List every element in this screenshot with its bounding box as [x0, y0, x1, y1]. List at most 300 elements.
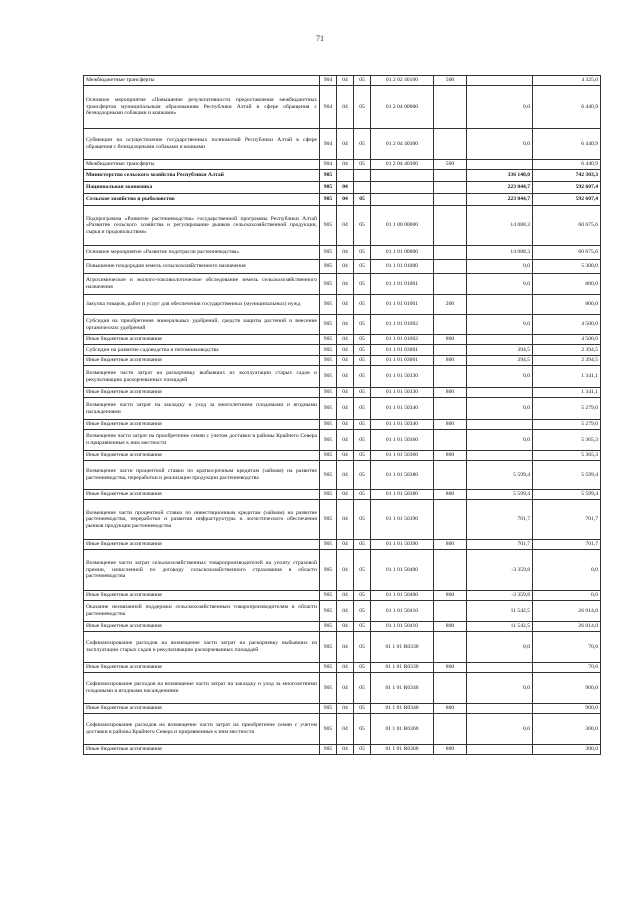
ministry-code-cell: 905: [320, 345, 337, 356]
row-name-cell: Иные бюджетные ассигнования: [84, 745, 320, 755]
amount-change-cell: 0,0: [467, 673, 533, 704]
table-row: [84, 86, 601, 129]
amount-change-cell: 701,7: [467, 500, 533, 540]
row-name-cell: Иные бюджетные ассигнования: [84, 490, 320, 500]
amount-change-cell: [467, 76, 533, 86]
row-name-cell: Сельское хозяйство и рыболовство: [84, 194, 320, 206]
amount-total-cell: 6 440,9: [533, 86, 601, 129]
amount-change-cell: [467, 663, 533, 673]
target-article-cell: 01 2 04 40300: [371, 129, 434, 160]
ministry-code-cell: 905: [320, 704, 337, 714]
amount-change-cell: 0,0: [467, 129, 533, 160]
expense-type-cell: 200: [434, 295, 467, 315]
row-name-cell: Иные бюджетные ассигнования: [84, 451, 320, 461]
row-name-cell: Национальная экономика: [84, 182, 320, 194]
amount-total-cell: 300,0: [533, 745, 601, 755]
subsection-code-cell: 05: [354, 160, 371, 170]
table-row: [84, 366, 601, 388]
section-code-cell: 04: [337, 246, 354, 260]
row-name-cell: Оказание несвязанной поддержки сельскохозяйственным товаропроизводителям в области растениеводства: [84, 601, 320, 622]
target-article-cell: 01 1 01 R0340: [371, 673, 434, 704]
amount-change-cell: [467, 745, 533, 755]
amount-change-cell: -3 359,8: [467, 550, 533, 591]
section-code-cell: 04: [337, 76, 354, 86]
subsection-code-cell: 05: [354, 430, 371, 451]
subsection-code-cell: 05: [354, 540, 371, 550]
section-code-cell: 04: [337, 745, 354, 755]
subsection-code-cell: 05: [354, 345, 371, 356]
section-code-cell: 04: [337, 663, 354, 673]
amount-total-cell: 70,6: [533, 663, 601, 673]
ministry-code-cell: 905: [320, 388, 337, 398]
amount-total-cell: 5 279,0: [533, 398, 601, 420]
table-row: [84, 246, 601, 260]
subsection-code-cell: 05: [354, 622, 371, 632]
target-article-cell: 01 1 00 00000: [371, 206, 434, 246]
expense-type-cell: [434, 430, 467, 451]
subsection-code-cell: 05: [354, 388, 371, 398]
table-row: [84, 206, 601, 246]
expense-type-cell: [434, 129, 467, 160]
amount-total-cell: 900,0: [533, 673, 601, 704]
section-code-cell: 04: [337, 430, 354, 451]
subsection-code-cell: 05: [354, 550, 371, 591]
amount-change-cell: 223 044,7: [467, 194, 533, 206]
ministry-code-cell: 904: [320, 129, 337, 160]
subsection-code-cell: 05: [354, 86, 371, 129]
table-row: [84, 461, 601, 490]
ministry-code-cell: 905: [320, 490, 337, 500]
section-code-cell: 04: [337, 260, 354, 274]
amount-total-cell: 592 607,4: [533, 182, 601, 194]
amount-change-cell: 14 088,3: [467, 246, 533, 260]
target-article-cell: 01 1 01 50390: [371, 500, 434, 540]
table-row: [84, 274, 601, 295]
amount-total-cell: 70,6: [533, 632, 601, 663]
amount-change-cell: 11 542,5: [467, 601, 533, 622]
ministry-code-cell: 905: [320, 591, 337, 601]
row-name-cell: Субвенции на осуществление государственных полномочий Республики Алтай в сфере обращения с безнадзорными собаками и кошками: [84, 129, 320, 160]
amount-change-cell: 0,0: [467, 86, 533, 129]
amount-total-cell: 0,0: [533, 591, 601, 601]
expense-type-cell: [434, 246, 467, 260]
amount-total-cell: 5 599,4: [533, 490, 601, 500]
ministry-code-cell: 905: [320, 315, 337, 335]
row-name-cell: Министерство сельского хозяйства Республики Алтай: [84, 170, 320, 182]
amount-total-cell: 0,0: [533, 550, 601, 591]
target-article-cell: 01 1 01 50410: [371, 601, 434, 622]
amount-total-cell: 300,0: [533, 714, 601, 745]
target-article-cell: 01 1 01 03001: [371, 345, 434, 356]
row-name-cell: Субсидии на развитие садоводства и питомниководства: [84, 345, 320, 356]
row-name-cell: Субсидия на приобретение минеральных удобрений, средств защиты растений и внесение органических удобрений: [84, 315, 320, 335]
expense-type-cell: 800: [434, 420, 467, 430]
amount-change-cell: [467, 704, 533, 714]
target-article-cell: [371, 170, 434, 182]
ministry-code-cell: 905: [320, 622, 337, 632]
row-name-cell: Подпрограмма «Развитие растениеводства» государственной программы Республики Алтай «Развитие сельского хозяйства и регулирование рынков сельскохозяйственной продукции, сырья и продовольствия»: [84, 206, 320, 246]
amount-total-cell: 701,7: [533, 500, 601, 540]
ministry-code-cell: 904: [320, 160, 337, 170]
amount-total-cell: 5 279,0: [533, 420, 601, 430]
amount-change-cell: [467, 420, 533, 430]
row-name-cell: Основное мероприятие «Развитие подотрасли растениеводства»: [84, 246, 320, 260]
ministry-code-cell: 905: [320, 366, 337, 388]
ministry-code-cell: 905: [320, 246, 337, 260]
expense-type-cell: [434, 206, 467, 246]
section-code-cell: 04: [337, 315, 354, 335]
section-code-cell: 04: [337, 540, 354, 550]
expense-type-cell: [434, 500, 467, 540]
amount-total-cell: 1 341,1: [533, 388, 601, 398]
row-name-cell: Возмещение части затрат на раскорчевку выбывших из эксплуатации старых садов и рекультивацию раскорчеванных площадей: [84, 366, 320, 388]
target-article-cell: 01 1 01 50410: [371, 622, 434, 632]
expense-type-cell: [434, 714, 467, 745]
section-code-cell: 04: [337, 345, 354, 356]
row-name-cell: Возмещение части процентной ставки по краткосрочным кредитам (займам) на развитие растениеводства, переработки и реализации продукции растениеводства: [84, 461, 320, 490]
table-row: [84, 315, 601, 335]
target-article-cell: 01 1 01 R0360: [371, 714, 434, 745]
ministry-code-cell: 905: [320, 206, 337, 246]
amount-change-cell: -3 359,8: [467, 591, 533, 601]
section-code-cell: 04: [337, 295, 354, 315]
section-code-cell: 04: [337, 591, 354, 601]
amount-total-cell: 5 300,0: [533, 260, 601, 274]
amount-change-cell: 5 599,4: [467, 461, 533, 490]
section-code-cell: 04: [337, 420, 354, 430]
expense-type-cell: 500: [434, 160, 467, 170]
row-name-cell: Иные бюджетные ассигнования: [84, 356, 320, 366]
table-row: [84, 335, 601, 345]
row-name-cell: Софинансирование расходов на возмещение части затрат на приобретение семян с учетом доставки в районы Крайнего Севера и приравненные к ним местности: [84, 714, 320, 745]
amount-change-cell: [467, 335, 533, 345]
amount-change-cell: 0,0: [467, 274, 533, 295]
table-row: [84, 76, 601, 86]
expense-type-cell: 800: [434, 745, 467, 755]
amount-change-cell: 701,7: [467, 540, 533, 550]
amount-total-cell: 742 303,3: [533, 170, 601, 182]
table-row: [84, 673, 601, 704]
table-row: [84, 260, 601, 274]
target-article-cell: 01 1 01 R0330: [371, 663, 434, 673]
target-article-cell: 01 1 01 50400: [371, 591, 434, 601]
amount-change-cell: 394,5: [467, 345, 533, 356]
expense-type-cell: 800: [434, 356, 467, 366]
amount-total-cell: 2 394,5: [533, 345, 601, 356]
row-name-cell: Закупка товаров, работ и услуг для обеспечения государственных (муниципальных) нужд: [84, 295, 320, 315]
subsection-code-cell: [354, 182, 371, 194]
table-row: [84, 160, 601, 170]
expense-type-cell: [434, 550, 467, 591]
subsection-code-cell: 05: [354, 663, 371, 673]
section-code-cell: 04: [337, 356, 354, 366]
section-code-cell: 04: [337, 673, 354, 704]
expense-type-cell: [434, 274, 467, 295]
amount-change-cell: 0,0: [467, 315, 533, 335]
subsection-code-cell: 05: [354, 260, 371, 274]
section-code-cell: 04: [337, 490, 354, 500]
section-code-cell: 04: [337, 461, 354, 490]
section-code-cell: 04: [337, 500, 354, 540]
target-article-cell: 01 1 01 50340: [371, 398, 434, 420]
expense-type-cell: [434, 632, 467, 663]
amount-change-cell: 336 148,0: [467, 170, 533, 182]
amount-total-cell: 4 500,0: [533, 315, 601, 335]
expense-type-cell: [434, 398, 467, 420]
target-article-cell: 01 1 01 R0360: [371, 745, 434, 755]
expense-type-cell: 800: [434, 451, 467, 461]
amount-change-cell: 0,0: [467, 714, 533, 745]
table-row: [84, 714, 601, 745]
row-name-cell: Софинансирование расходов на возмещение части затрат на раскорчевку выбывших из эксплуатации старых садов и рекультивацию раскорчеванных площадей: [84, 632, 320, 663]
expense-type-cell: [434, 366, 467, 388]
target-article-cell: 01 1 01 R0330: [371, 632, 434, 663]
expense-type-cell: 800: [434, 622, 467, 632]
ministry-code-cell: 905: [320, 540, 337, 550]
expense-type-cell: [434, 345, 467, 356]
expense-type-cell: 800: [434, 704, 467, 714]
row-name-cell: Иные бюджетные ассигнования: [84, 663, 320, 673]
section-code-cell: 04: [337, 335, 354, 345]
section-code-cell: 04: [337, 274, 354, 295]
table-row: [84, 663, 601, 673]
row-name-cell: Повышение плодородия земель сельскохозяйственного назначения: [84, 260, 320, 274]
table-row: [84, 451, 601, 461]
expense-type-cell: 800: [434, 540, 467, 550]
amount-total-cell: 1 341,1: [533, 366, 601, 388]
amount-change-cell: [467, 451, 533, 461]
target-article-cell: 01 1 01 01002: [371, 335, 434, 345]
amount-total-cell: 26 014,0: [533, 622, 601, 632]
ministry-code-cell: 905: [320, 461, 337, 490]
table-row: [84, 632, 601, 663]
amount-total-cell: 701,7: [533, 540, 601, 550]
amount-change-cell: 0,0: [467, 398, 533, 420]
expense-type-cell: [434, 315, 467, 335]
amount-change-cell: 14 088,3: [467, 206, 533, 246]
subsection-code-cell: 05: [354, 420, 371, 430]
expense-type-cell: [434, 260, 467, 274]
subsection-code-cell: 05: [354, 673, 371, 704]
expense-type-cell: 800: [434, 388, 467, 398]
target-article-cell: 01 1 01 01002: [371, 315, 434, 335]
amount-change-cell: 0,0: [467, 632, 533, 663]
target-article-cell: 01 1 01 50390: [371, 540, 434, 550]
section-code-cell: 04: [337, 601, 354, 622]
amount-total-cell: 60 675,6: [533, 206, 601, 246]
ministry-code-cell: 905: [320, 500, 337, 540]
ministry-code-cell: 905: [320, 194, 337, 206]
subsection-code-cell: [354, 170, 371, 182]
row-name-cell: Возмещение части затрат сельскохозяйственных товаропроизводителей на уплату страховой премии, начисленной по договору сельскохозяйственного страхования в области растениеводства: [84, 550, 320, 591]
subsection-code-cell: 05: [354, 745, 371, 755]
target-article-cell: [371, 182, 434, 194]
target-article-cell: 01 1 01 50360: [371, 451, 434, 461]
ministry-code-cell: 905: [320, 295, 337, 315]
ministry-code-cell: 905: [320, 356, 337, 366]
table-row: [84, 295, 601, 315]
row-name-cell: Межбюджетные трансферты: [84, 160, 320, 170]
expense-type-cell: [434, 182, 467, 194]
target-article-cell: 01 2 04 40300: [371, 160, 434, 170]
target-article-cell: 01 1 01 00000: [371, 246, 434, 260]
amount-change-cell: 0,0: [467, 366, 533, 388]
section-code-cell: 04: [337, 622, 354, 632]
section-code-cell: 04: [337, 366, 354, 388]
ministry-code-cell: 905: [320, 601, 337, 622]
table-row: [84, 622, 601, 632]
amount-change-cell: 394,5: [467, 356, 533, 366]
subsection-code-cell: 05: [354, 500, 371, 540]
table-row: [84, 601, 601, 622]
ministry-code-cell: 905: [320, 170, 337, 182]
row-name-cell: Возмещение части процентной ставки по инвестиционным кредитам (займам) на развитие растениеводства, переработки и развития инфраструктуры и логистического обеспечения рынков продукции растениеводства: [84, 500, 320, 540]
table-row: [84, 170, 601, 182]
table-body: [84, 76, 601, 755]
budget-table: [83, 75, 601, 755]
table-row: [84, 540, 601, 550]
section-code-cell: 04: [337, 129, 354, 160]
subsection-code-cell: 05: [354, 356, 371, 366]
section-code-cell: 04: [337, 160, 354, 170]
subsection-code-cell: 05: [354, 714, 371, 745]
subsection-code-cell: 05: [354, 315, 371, 335]
subsection-code-cell: 05: [354, 490, 371, 500]
ministry-code-cell: 905: [320, 745, 337, 755]
target-article-cell: 01 1 01 50380: [371, 490, 434, 500]
ministry-code-cell: 904: [320, 76, 337, 86]
row-name-cell: Межбюджетные трансферты: [84, 76, 320, 86]
table-row: [84, 550, 601, 591]
table-row: [84, 345, 601, 356]
expense-type-cell: [434, 86, 467, 129]
subsection-code-cell: 05: [354, 461, 371, 490]
subsection-code-cell: 05: [354, 601, 371, 622]
amount-total-cell: 5 365,3: [533, 451, 601, 461]
table-row: [84, 591, 601, 601]
section-code-cell: 04: [337, 86, 354, 129]
table-row: [84, 182, 601, 194]
section-code-cell: 04: [337, 714, 354, 745]
expense-type-cell: 800: [434, 490, 467, 500]
row-name-cell: Иные бюджетные ассигнования: [84, 420, 320, 430]
section-code-cell: 04: [337, 206, 354, 246]
ministry-code-cell: 905: [320, 430, 337, 451]
amount-total-cell: 4 325,0: [533, 76, 601, 86]
expense-type-cell: [434, 601, 467, 622]
ministry-code-cell: 905: [320, 451, 337, 461]
section-code-cell: 04: [337, 182, 354, 194]
expense-type-cell: 500: [434, 76, 467, 86]
subsection-code-cell: 05: [354, 295, 371, 315]
target-article-cell: 01 1 01 50330: [371, 366, 434, 388]
expense-type-cell: [434, 170, 467, 182]
table-row: [84, 420, 601, 430]
table-row: [84, 704, 601, 714]
row-name-cell: Возмещение части затрат на закладку и уход за многолетними плодовыми и ягодными насаждениями: [84, 398, 320, 420]
subsection-code-cell: 05: [354, 451, 371, 461]
target-article-cell: 01 1 01 50380: [371, 461, 434, 490]
table-row: [84, 500, 601, 540]
ministry-code-cell: 905: [320, 335, 337, 345]
amount-change-cell: 11 542,5: [467, 622, 533, 632]
row-name-cell: Возмещение части затрат на приобретение семян с учетом доставки в районы Крайнего Севера и приравненные к ним местности: [84, 430, 320, 451]
section-code-cell: 04: [337, 398, 354, 420]
subsection-code-cell: 05: [354, 194, 371, 206]
table-row: [84, 745, 601, 755]
row-name-cell: Иные бюджетные ассигнования: [84, 622, 320, 632]
amount-change-cell: 0,0: [467, 430, 533, 451]
subsection-code-cell: 05: [354, 704, 371, 714]
ministry-code-cell: 905: [320, 182, 337, 194]
page-number: 71: [316, 34, 324, 43]
row-name-cell: Софинансирование расходов на возмещение части затрат на закладку и уход за многолетними плодовыми и ягодными насаждениями: [84, 673, 320, 704]
target-article-cell: 01 1 01 R0340: [371, 704, 434, 714]
target-article-cell: 01 1 01 01001: [371, 274, 434, 295]
amount-change-cell: [467, 388, 533, 398]
ministry-code-cell: 904: [320, 86, 337, 129]
expense-type-cell: [434, 194, 467, 206]
amount-total-cell: 60 675,6: [533, 246, 601, 260]
target-article-cell: 01 2 02 40100: [371, 76, 434, 86]
ministry-code-cell: 905: [320, 714, 337, 745]
row-name-cell: Иные бюджетные ассигнования: [84, 704, 320, 714]
ministry-code-cell: 905: [320, 663, 337, 673]
target-article-cell: 01 2 04 00000: [371, 86, 434, 129]
ministry-code-cell: 905: [320, 673, 337, 704]
table-row: [84, 194, 601, 206]
amount-total-cell: 5 365,3: [533, 430, 601, 451]
expense-type-cell: [434, 461, 467, 490]
expense-type-cell: 800: [434, 335, 467, 345]
table-row: [84, 388, 601, 398]
row-name-cell: Агрохимическое и эколого-токсикологическое обследование земель сельскохозяйственного назначения: [84, 274, 320, 295]
row-name-cell: Иные бюджетные ассигнования: [84, 388, 320, 398]
section-code-cell: [337, 170, 354, 182]
target-article-cell: 01 1 01 50400: [371, 550, 434, 591]
section-code-cell: 04: [337, 704, 354, 714]
table-row: [84, 490, 601, 500]
amount-change-cell: 5 599,4: [467, 490, 533, 500]
table-row: [84, 430, 601, 451]
subsection-code-cell: 05: [354, 206, 371, 246]
amount-total-cell: 6 440,9: [533, 129, 601, 160]
target-article-cell: 01 1 01 01000: [371, 260, 434, 274]
amount-change-cell: 223 044,7: [467, 182, 533, 194]
subsection-code-cell: 05: [354, 398, 371, 420]
section-code-cell: 04: [337, 451, 354, 461]
ministry-code-cell: 905: [320, 274, 337, 295]
section-code-cell: 04: [337, 388, 354, 398]
subsection-code-cell: 05: [354, 591, 371, 601]
amount-total-cell: 4 500,0: [533, 335, 601, 345]
table-row: [84, 398, 601, 420]
table-row: [84, 129, 601, 160]
section-code-cell: 04: [337, 194, 354, 206]
expense-type-cell: 800: [434, 591, 467, 601]
ministry-code-cell: 905: [320, 260, 337, 274]
amount-total-cell: 2 394,5: [533, 356, 601, 366]
target-article-cell: [371, 194, 434, 206]
target-article-cell: 01 1 01 50340: [371, 420, 434, 430]
amount-total-cell: 800,0: [533, 274, 601, 295]
ministry-code-cell: 905: [320, 420, 337, 430]
amount-change-cell: [467, 295, 533, 315]
subsection-code-cell: 05: [354, 632, 371, 663]
target-article-cell: 01 1 01 50360: [371, 430, 434, 451]
target-article-cell: 01 1 01 03001: [371, 356, 434, 366]
ministry-code-cell: 905: [320, 550, 337, 591]
